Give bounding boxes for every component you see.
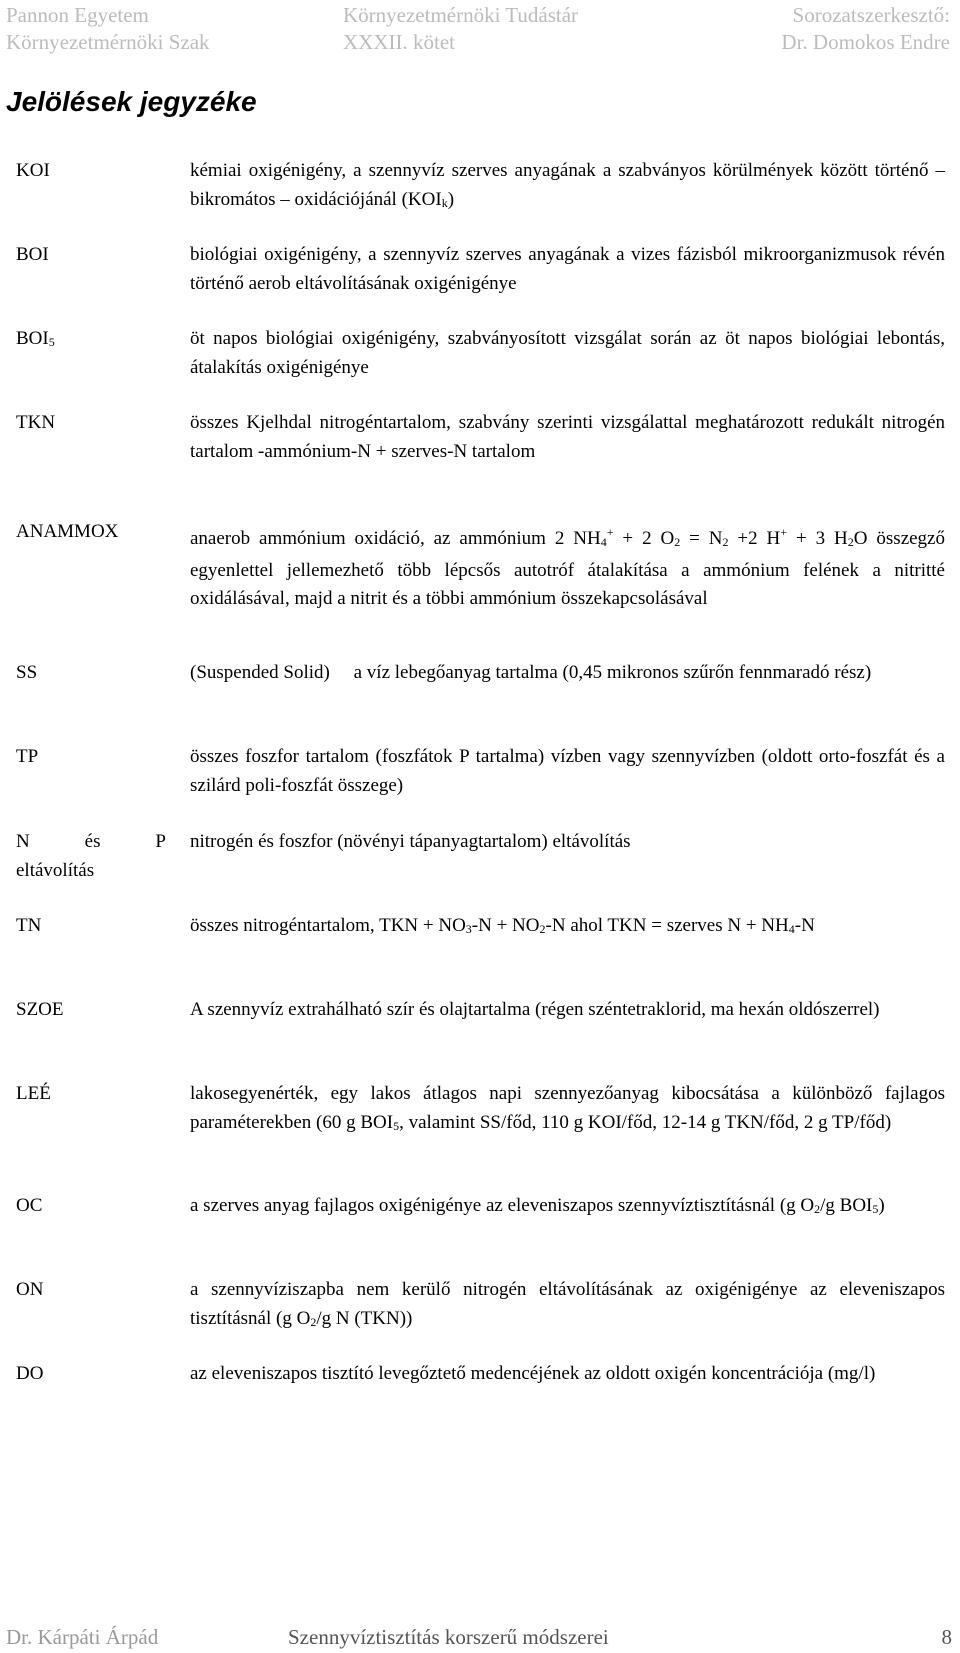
footer-book-title: Szennyvíztisztítás korszerű módszerei [288, 1625, 609, 1649]
header-editor-label: Sorozatszerkesztő: [792, 3, 950, 27]
entry-definition: öt napos biológiai oxigénigény, szabványosított vizsgálat során az öt napos biológiai lebontás, átalakítás oxigénigénye [190, 328, 945, 378]
header-volume: XXXII. kötet [343, 30, 455, 54]
entry-definition: az eleveniszapos tisztító levegőztető medencéjének az oldott oxigén koncentrációja (mg/l) [190, 1363, 876, 1384]
header-line-1 [0, 0, 960, 30]
header-series: Környezetmérnöki Tudástár [343, 3, 579, 27]
header-program: Környezetmérnöki Szak [6, 30, 210, 54]
entry-definition: összes nitrogéntartalom, TKN + NO3-N + NO2-N ahol TKN = szerves N + NH4-N [190, 915, 815, 936]
running-footer [0, 1622, 960, 1652]
entry-definition: a szerves anyag fajlagos oxigénigénye az eleveniszapos szennyvíztisztításnál (g O2/g BOI5) [190, 1195, 885, 1216]
entry-term: ANAMMOX [16, 521, 119, 542]
entry-definition: biológiai oxigénigény, a szennyvíz szerves anyagának a vizes fázisból mikroorganizmusok révén történő aerob eltávolításának oxigénigénye [190, 244, 945, 294]
entry-term: N és P eltávolítás [16, 831, 166, 881]
entry-term: SS [16, 662, 38, 683]
entry-term: TKN [16, 412, 56, 433]
entry-definition: összes foszfor tartalom (foszfátok P tartalma) vízben vagy szennyvízben (oldott orto-foszfát és a szilárd poli-foszfát összege) [190, 746, 945, 796]
entry-definition: (Suspended Solid) a víz lebegőanyag tartalma (0,45 mikronos szűrőn fennmaradó rész) [190, 662, 872, 683]
entry-definition: A szennyvíz extrahálható szír és olajtartalma (régen széntetraklorid, ma hexán oldószerrel) [190, 999, 880, 1020]
header-editor-name: Dr. Domokos Endre [781, 30, 950, 54]
entry-definition: lakosegyenérték, egy lakos átlagos napi szennyezőanyag kibocsátása a különböző fajlagos paraméterekben (60 g BOI5, valamint SS/főd, 110 g KOI/főd, 12-14 g TKN/főd, 2 g TP/főd) [190, 1083, 945, 1133]
header-line-2 [0, 27, 960, 57]
entry-term: OC [16, 1195, 43, 1216]
entry-term: SZOE [16, 999, 64, 1020]
footer-page-number: 8 [941, 1625, 952, 1649]
entry-term: TN [16, 915, 42, 936]
entry-term: KOI [16, 160, 50, 181]
entry-definition: nitrogén és foszfor (növényi tápanyagtartalom) eltávolítás [190, 831, 631, 852]
entry-definition: kémiai oxigénigény, a szennyvíz szerves anyagának a szabványos körülmények között történő – bikromátos – oxidációjánál (KOIk) [190, 160, 945, 210]
entry-term: ON [16, 1279, 44, 1300]
entry-term: BOI [16, 244, 49, 265]
entry-definition: a szennyvíziszapba nem kerülő nitrogén eltávolításának az oxigénigénye az eleveniszapos tisztításnál (g O2/g N (TKN)) [190, 1279, 945, 1329]
entry-definition: összes Kjelhdal nitrogéntartalom, szabvány szerinti vizsgálattal meghatározott redukált nitrogén tartalom -ammónium-N + szerves-N tartalom [190, 412, 945, 462]
running-header [0, 0, 960, 60]
page-title: Jelölések jegyzéke [6, 86, 257, 117]
entry-term: BOI5 [16, 328, 55, 349]
entry-term: LEÉ [16, 1083, 51, 1104]
entry-term: DO [16, 1363, 44, 1384]
header-university: Pannon Egyetem [6, 3, 149, 27]
footer-author: Dr. Kárpáti Árpád [6, 1625, 159, 1649]
entry-definition: anaerob ammónium oxidáció, az ammónium 2 NH4+ + 2 O2 = N2 +2 H+ + 3 H2O összegző egyenlettel jellemezhető több lépcsős autotróf átalakítása a ammónium felének a nitritté oxidálásával, majd a nitrit és a többi ammónium összekapcsolásával [190, 525, 945, 609]
entry-term: TP [16, 746, 39, 767]
